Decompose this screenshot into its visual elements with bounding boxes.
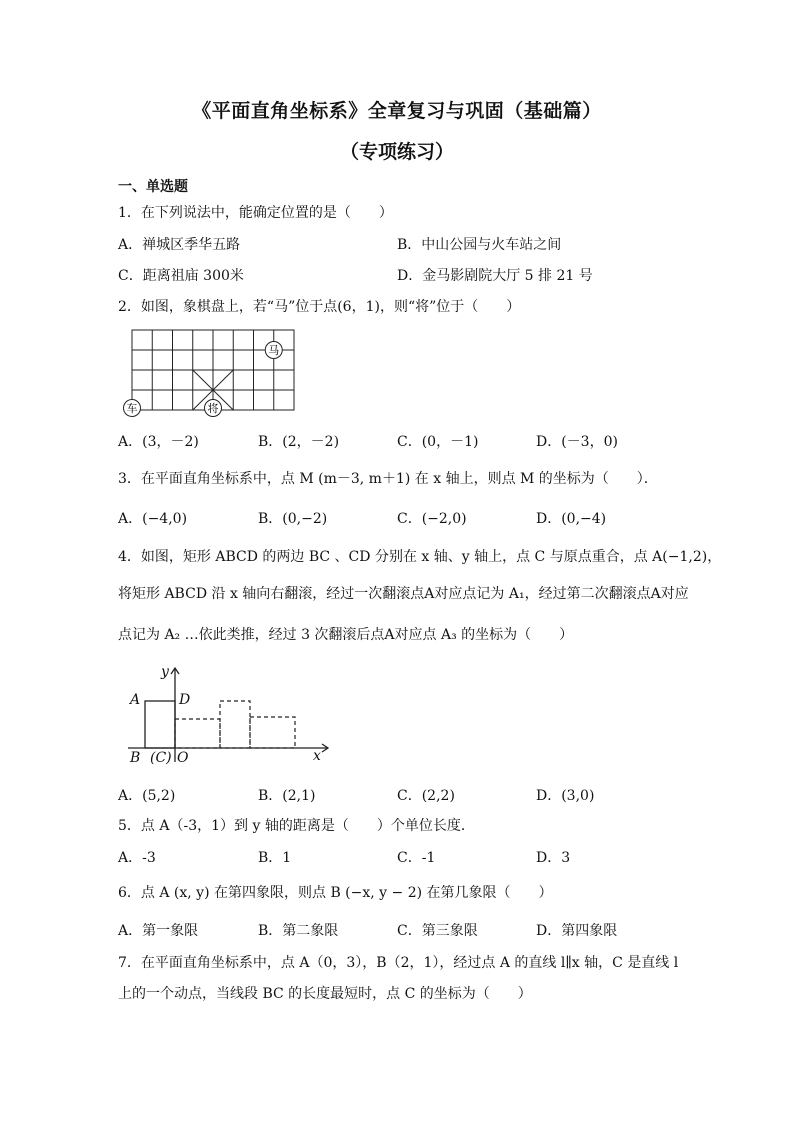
q5-option-c[interactable]: C．-1 xyxy=(397,850,436,866)
document-title: 《平面直角坐标系》全章复习与巩固（基础篇） xyxy=(192,100,602,122)
q2-option-d[interactable]: D．(－3，0) xyxy=(536,434,618,450)
point-c-label: (C) xyxy=(150,750,172,766)
question-4-stem-line-1: 4．如图，矩形 ABCD 的两边 BC 、CD 分别在 x 轴、y 轴上，点 C 与原点重合，点 A(−1,2)， xyxy=(118,549,722,565)
q6-option-d[interactable]: D．第四象限 xyxy=(536,923,618,939)
q2-option-a[interactable]: A．(3，－2) xyxy=(118,434,199,450)
question-2-stem: 2．如图，象棋盘上，若“马”位于点(6，1)，则“将”位于（ ） xyxy=(118,299,521,315)
chessboard-figure xyxy=(120,326,300,418)
q3-option-d[interactable]: D．(0,−4) xyxy=(536,511,607,527)
q3-option-c[interactable]: C．(−2,0) xyxy=(397,511,467,527)
q4-option-d[interactable]: D．(3,0) xyxy=(536,788,595,804)
question-1-stem: 1．在下列说法中，能确定位置的是（ ） xyxy=(118,205,393,221)
question-7-stem-line-2: 上的一个动点，当线段 BC 的长度最短时，点 C 的坐标为（ ） xyxy=(118,986,532,1002)
question-5-stem: 5．点 A（-3，1）到 y 轴的距离是（ ）个单位长度． xyxy=(118,818,475,834)
point-b-label: B xyxy=(130,750,141,766)
ma-piece xyxy=(265,342,282,359)
q1-option-c[interactable]: C．距离祖庙 300米 xyxy=(118,268,244,284)
q1-option-b[interactable]: B．中山公园与火车站之间 xyxy=(397,237,562,253)
q4-option-b[interactable]: B．(2,1) xyxy=(258,788,316,804)
x-axis-label: x xyxy=(313,748,321,764)
question-4-stem-line-3: 点记为 A₂ …依此类推，经过 3 次翻滚后点A对应点 A₃ 的坐标为（ ） xyxy=(118,627,574,643)
rolled-rectangle-2 xyxy=(220,701,250,748)
q2-option-b[interactable]: B．(2，－2) xyxy=(258,434,340,450)
rectangle-abcd xyxy=(145,701,175,748)
q3-option-b[interactable]: B．(0,−2) xyxy=(258,511,328,527)
jiang-label: 将 xyxy=(207,402,219,415)
q2-option-c[interactable]: C．(0，－1) xyxy=(397,434,479,450)
q4-option-a[interactable]: A．(5,2) xyxy=(118,788,176,804)
q5-option-a[interactable]: A．-3 xyxy=(118,850,156,866)
ma-label: 马 xyxy=(268,344,280,357)
che-piece xyxy=(124,400,141,417)
question-7-stem-line-1: 7．在平面直角坐标系中，点 A（0，3），B（2，1），经过点 A 的直线 l∥x 轴，C 是直线 l xyxy=(118,955,679,971)
q6-option-b[interactable]: B．第二象限 xyxy=(258,923,339,939)
y-axis-label: y xyxy=(161,664,169,680)
che-label: 车 xyxy=(126,402,138,415)
q5-option-b[interactable]: B．1 xyxy=(258,850,292,866)
q6-option-a[interactable]: A．第一象限 xyxy=(118,923,199,939)
q6-option-c[interactable]: C．第三象限 xyxy=(397,923,478,939)
q1-option-a[interactable]: A．禅城区季华五路 xyxy=(118,237,241,253)
question-4-stem-line-2: 将矩形 ABCD 沿 x 轴向右翻滚，经过一次翻滚点A对应点记为 A₁，经过第二次翻滚点A对应 xyxy=(118,586,689,602)
q4-option-c[interactable]: C．(2,2) xyxy=(397,788,455,804)
rectangle-rolling-figure xyxy=(120,660,340,770)
point-d-label: D xyxy=(179,692,191,708)
rolled-rectangle-1 xyxy=(175,719,220,748)
section-heading: 一、单选题 xyxy=(118,179,188,195)
q3-option-a[interactable]: A．(−4,0) xyxy=(118,511,188,527)
origin-label: O xyxy=(177,750,189,766)
q5-option-d[interactable]: D．3 xyxy=(536,850,571,866)
jiang-piece xyxy=(205,400,222,417)
question-3-stem: 3．在平面直角坐标系中，点 M (m－3, m＋1) 在 x 轴上，则点 M 的坐标为（ ）． xyxy=(118,471,658,487)
point-a-label: A xyxy=(130,692,141,708)
question-6-stem: 6．点 A (x, y) 在第四象限，则点 B (−x, y − 2) 在第几象限（ ） xyxy=(118,885,553,901)
rolled-rectangle-3 xyxy=(250,717,295,748)
document-subtitle: （专项练习） xyxy=(339,141,454,163)
q1-option-d[interactable]: D．金马影剧院大厅 5 排 21 号 xyxy=(397,268,593,284)
